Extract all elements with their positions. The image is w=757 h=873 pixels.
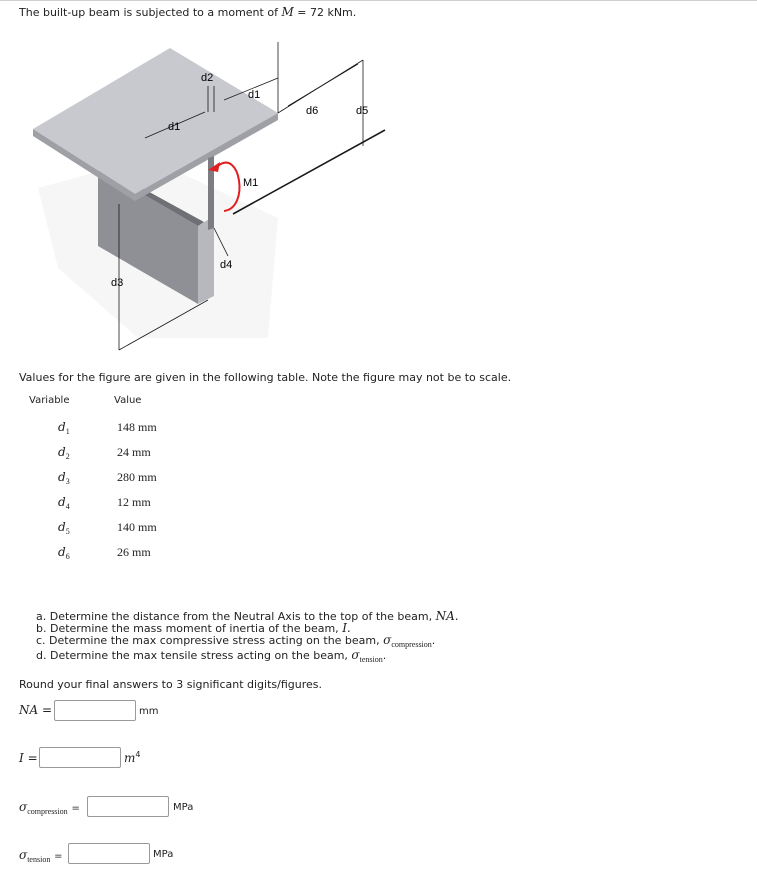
table-row-variable-letter: d [58,470,66,484]
label-d1-flange: d1 [168,121,181,133]
table-row-variable [58,420,70,436]
answer-i-eq: = [27,751,38,765]
answer-i-unit-exp: 4 [135,750,141,759]
table-row-variable [58,445,70,461]
answer-na-eq: = [42,703,53,717]
question-b-text: b. Determine the mass moment of inertia of the beam, [36,622,339,635]
table-row-variable-subscript: 6 [65,552,70,561]
table-header-value: Value [114,395,142,406]
table-row-variable-subscript: 5 [65,527,70,536]
answer-tension-unit: MPa [153,849,174,860]
answer-na-label [19,703,52,717]
answer-tension-label [19,848,63,864]
tension-input[interactable] [68,843,150,864]
answer-i-unit [124,750,140,765]
answer-na-symbol: NA [19,703,39,717]
moment-symbol: M [281,5,294,19]
table-row-variable-letter: d [58,445,66,459]
table-header-variable: Variable [29,395,70,406]
answer-i-label [19,751,38,765]
label-d6: d6 [306,105,319,117]
table-row-variable-subscript: 2 [65,452,70,461]
table-row-variable-subscript: 1 [65,427,70,436]
table-row-value: 24 mm [117,445,151,459]
question-d-text: d. Determine the max tensile stress acting on the beam, [36,649,348,662]
answer-compression-unit: MPa [173,802,194,813]
label-m1: M1 [243,177,259,189]
problem-intro: The built-up beam is subjected to a moment of [19,6,278,19]
answer-compression-subscript: compression [27,807,68,816]
question-b-symbol: I. [342,621,351,635]
table-row-variable-letter: d [58,545,66,559]
label-d5: d5 [356,105,369,117]
table-note: Values for the figure are given in the following table. Note the figure may not be to scale. [19,371,512,384]
rounding-note: Round your final answers to 3 significant digits/figures. [19,678,322,691]
d6-dim-line [288,64,358,106]
table-row-variable-letter: d [58,520,66,534]
compression-input[interactable] [87,796,169,817]
label-d1-top: d1 [248,89,261,101]
answer-i-symbol: I [19,751,24,765]
table-row-variable [58,545,70,561]
na-input[interactable] [54,700,136,721]
answer-tension-symbol: σ [19,848,28,862]
table-row-variable [58,520,70,536]
table-row-value: 12 mm [117,495,151,509]
d5-base-line [233,130,385,214]
answer-compression-eq: = [71,803,80,814]
problem-statement [19,5,356,19]
table-row-variable-subscript: 3 [65,477,70,486]
question-c-symbol: σ [383,633,392,647]
question-c-subscript: compression [391,640,432,649]
table-row-variable-letter: d [58,420,66,434]
answer-na-unit: mm [139,706,159,717]
question-d-subscript: tension [359,655,383,664]
answer-i-unit-base: m [124,751,136,765]
answer-tension-eq: = [54,851,63,862]
table-row-variable [58,495,70,511]
table-row-value: 140 mm [117,520,157,534]
question-c-text: c. Determine the max compressive stress acting on the beam, [36,634,380,647]
label-d2: d2 [201,72,214,84]
table-row-variable-letter: d [58,495,66,509]
beam-figure [18,38,398,368]
label-d4: d4 [220,259,233,271]
table-row-value: 280 mm [117,470,157,484]
answer-tension-subscript: tension [27,855,51,864]
question-d: d. Determine the max tensile stress acting on the beam, $\sigma_{tension}$. [36,648,387,664]
question-a-symbol: NA. [435,609,459,623]
table-row-variable-subscript: 4 [65,502,70,511]
label-d3: d3 [111,277,124,289]
answer-compression-symbol: σ [19,800,28,814]
top-divider [0,0,757,1]
question-c: c. Determine the max compressive stress acting on the beam, $\sigma_{compression}$. [36,633,436,649]
table-row-value: 26 mm [117,545,151,559]
question-d-symbol: σ [351,648,360,662]
i-input[interactable] [39,747,121,768]
flange-top-face [33,48,278,194]
moment-value: = 72 kNm. [297,6,357,19]
question-a-text: a. Determine the distance from the Neutral Axis to the top of the beam, [36,610,433,623]
table-row-value: 148 mm [117,420,157,434]
table-row-variable [58,470,70,486]
answer-compression-label [19,800,80,816]
